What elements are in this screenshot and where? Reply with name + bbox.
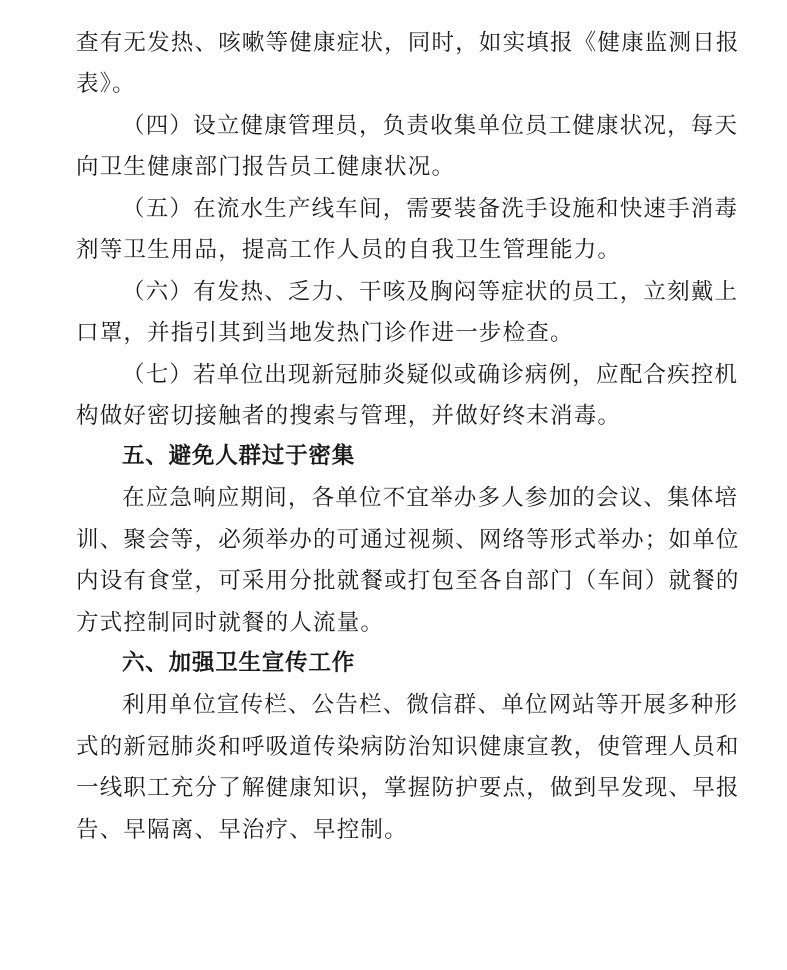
paragraph-section6-start: 利用单位宣传栏、公告栏、微信群、单位网站等开展多种形 [122, 692, 739, 718]
body-line: 训、聚会等，必须举办的可通过视频、网络等形式举办；如单位 [76, 527, 740, 553]
section-heading-5: 五、避免人群过于密集 [122, 443, 356, 469]
body-line: 口罩，并指引其到当地发热门诊作进一步检查。 [76, 320, 574, 346]
body-line: 构做好密切接触者的搜索与管理，并做好终末消毒。 [76, 403, 622, 429]
paragraph-5-start: （五）在流水生产线车间，需要装备洗手设施和快速手消毒 [122, 196, 739, 222]
body-line: 表》。 [76, 71, 136, 97]
body-line: 内设有食堂，可采用分批就餐或打包至各自部门（车间）就餐的 [76, 568, 740, 594]
body-line: 向卫生健康部门报告员工健康状况。 [76, 154, 456, 180]
paragraph-6-start: （六）有发热、乏力、干咳及胸闷等症状的员工，立刻戴上 [122, 279, 739, 305]
paragraph-7-start: （七）若单位出现新冠肺炎疑似或确诊病例，应配合疾控机 [122, 362, 739, 388]
body-line: 告、早隔离、早治疗、早控制。 [76, 817, 408, 843]
body-line: 式的新冠肺炎和呼吸道传染病防治知识健康宣教，使管理人员和 [76, 734, 740, 760]
section-heading-6: 六、加强卫生宣传工作 [122, 650, 356, 676]
body-line: 查有无发热、咳嗽等健康症状，同时，如实填报《健康监测日报 [76, 30, 740, 56]
body-line: 方式控制同时就餐的人流量。 [76, 610, 385, 636]
paragraph-4-start: （四）设立健康管理员，负责收集单位员工健康状况，每天 [122, 113, 739, 139]
body-line: 一线职工充分了解健康知识，掌握防护要点，做到早发现、早报 [76, 775, 740, 801]
paragraph-section5-start: 在应急响应期间，各单位不宜举办多人参加的会议、集体培 [122, 485, 739, 511]
body-line: 剂等卫生用品，提高工作人员的自我卫生管理能力。 [76, 237, 622, 263]
